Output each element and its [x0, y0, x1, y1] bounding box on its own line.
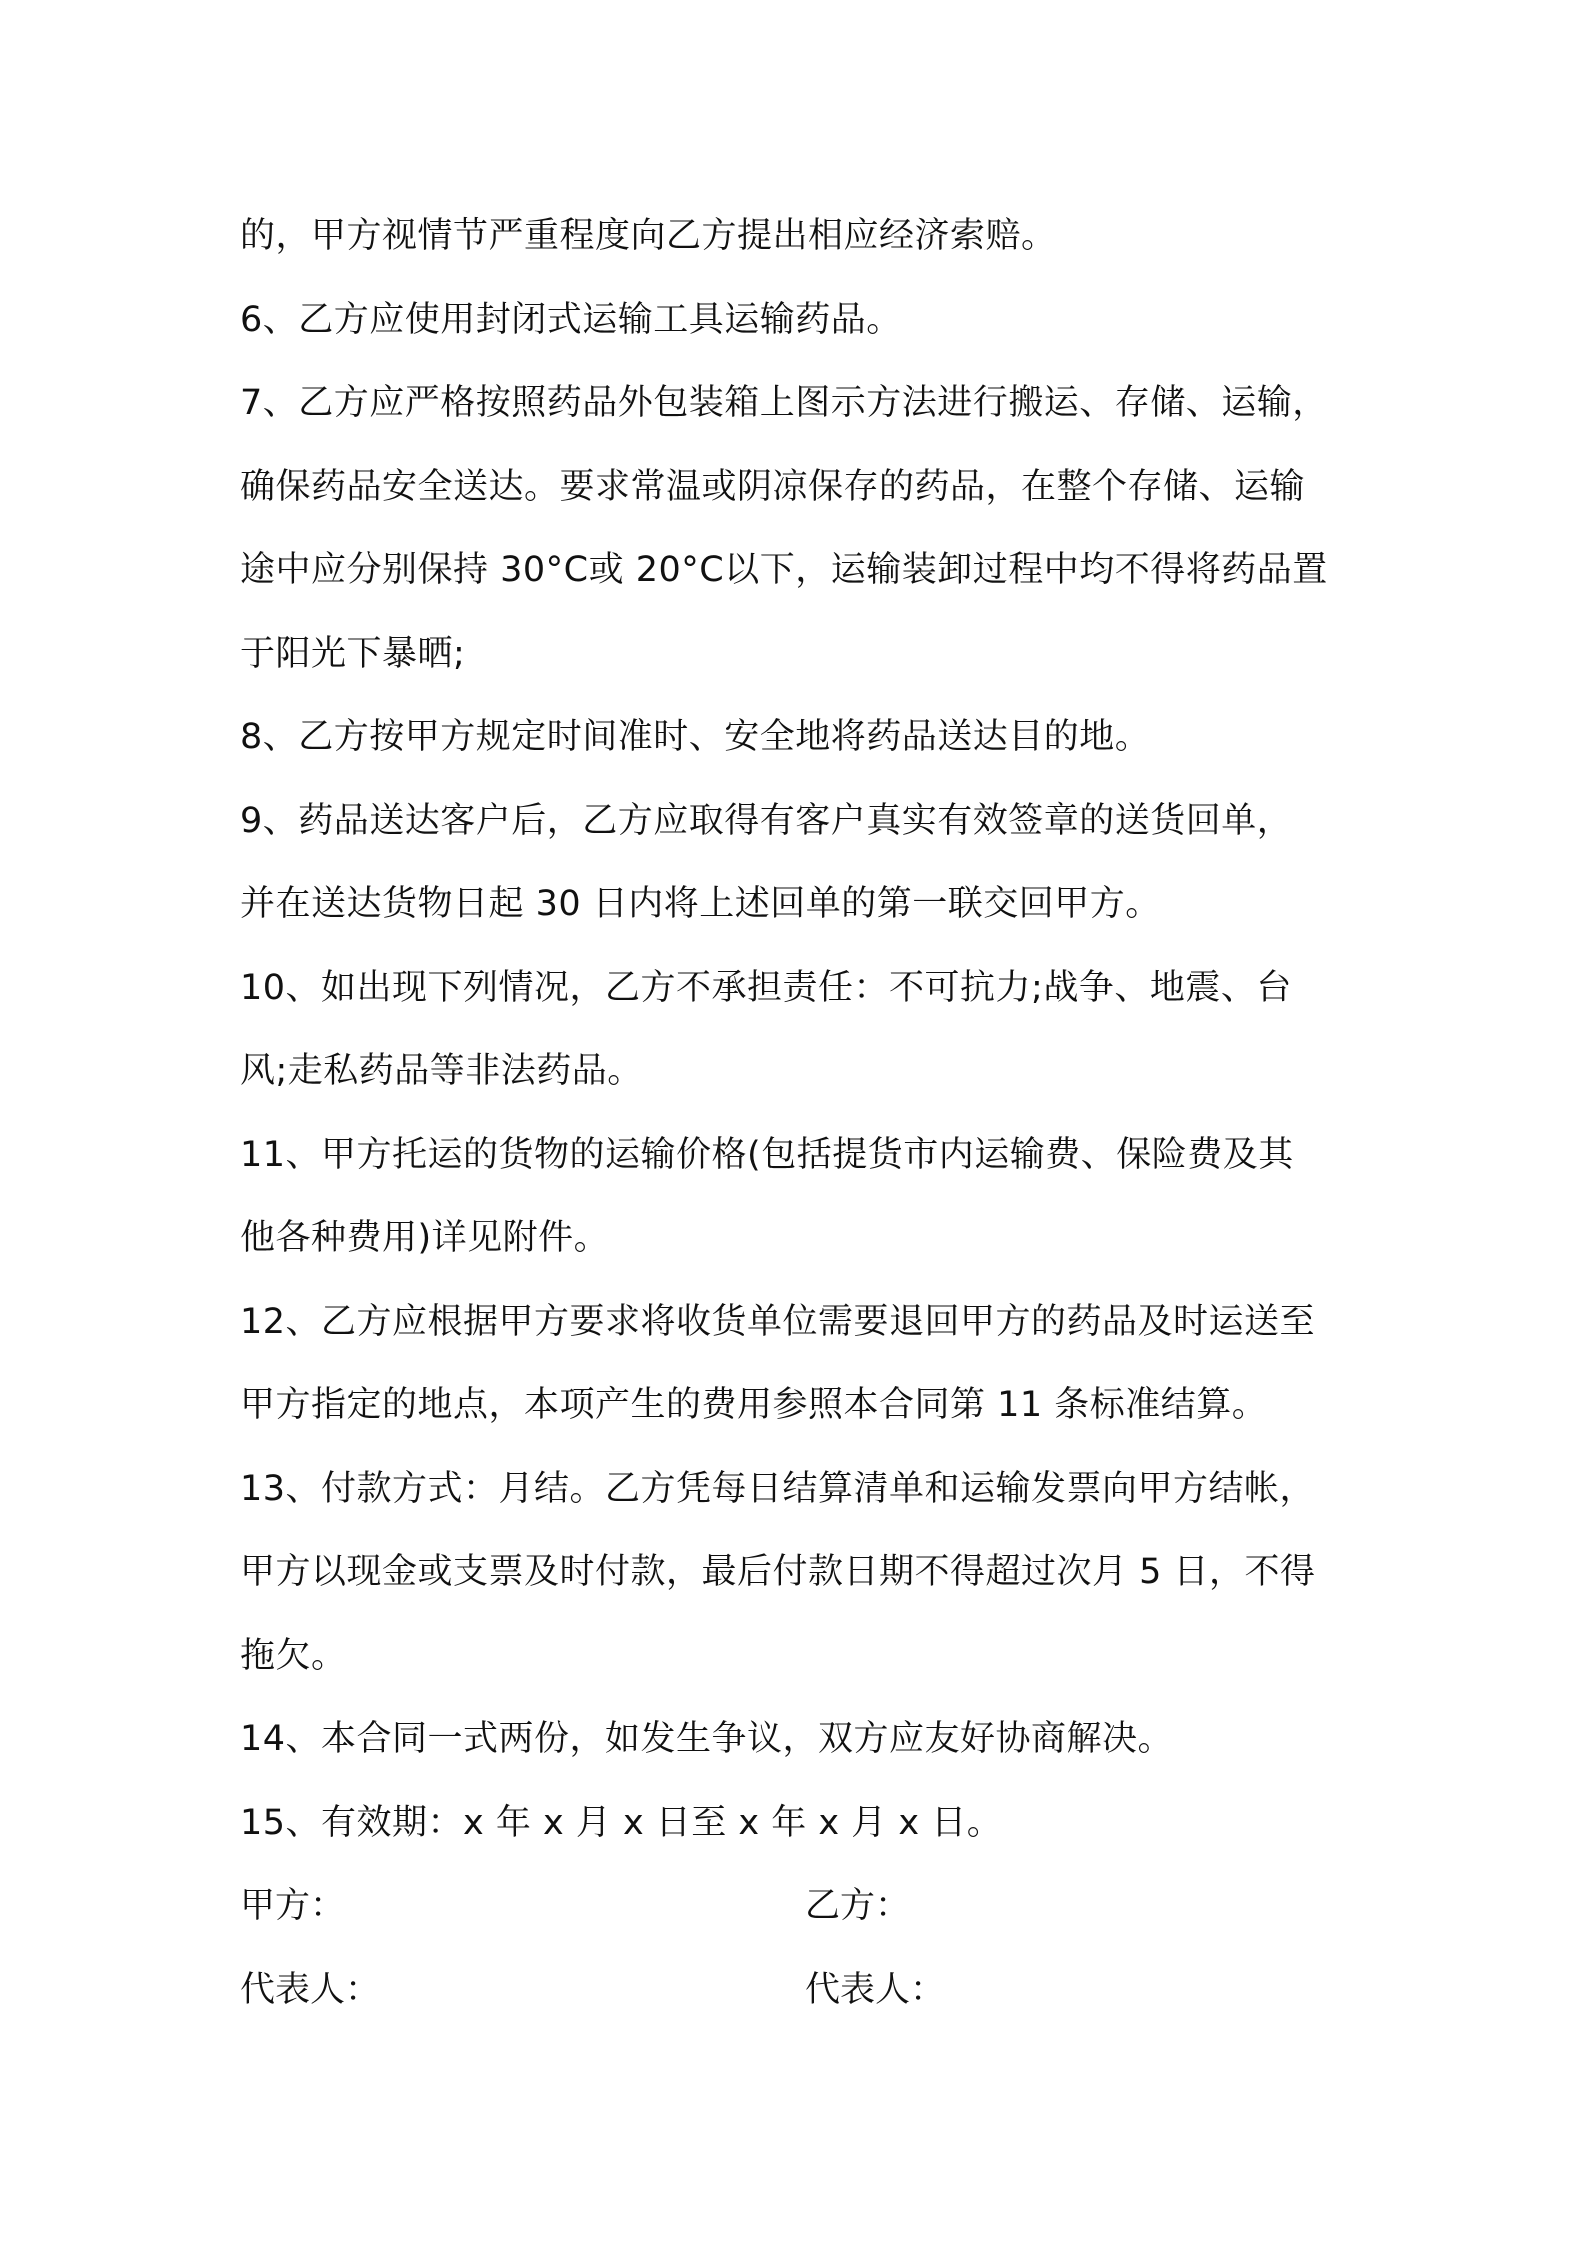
text-line: 11、甲方托运的货物的运输价格(包括提货市内运输费、保险费及其	[240, 1134, 1294, 1175]
text-line: 确保药品安全送达。要求常温或阴凉保存的药品，在整个存储、运输	[240, 466, 1306, 507]
text-line: 甲方指定的地点，本项产生的费用参照本合同第 11 条标准结算。	[240, 1385, 1268, 1425]
text-line: 8、乙方按甲方规定时间准时、安全地将药品送达目的地。	[240, 717, 1151, 757]
text-line: 12、乙方应根据甲方要求将收货单位需要退回甲方的药品及时运送至	[240, 1301, 1316, 1342]
contract-body	[240, 195, 1380, 2032]
text-line: 途中应分别保持 30°C或 20°C以下，运输装卸过程中均不得将药品置	[240, 550, 1328, 590]
text-line: 甲方以现金或支票及时付款，最后付款日期不得超过次月 5 日，不得	[240, 1552, 1316, 1592]
party-b-label: 乙方：	[805, 1886, 911, 1926]
party-a-label: 甲方：	[240, 1886, 346, 1926]
text-line: 拖欠。	[240, 1635, 347, 1676]
text-line: 14、本合同一式两份，如发生争议，双方应友好协商解决。	[240, 1719, 1174, 1759]
representative-b-label: 代表人：	[805, 1969, 946, 2010]
text-line: 10、如出现下列情况，乙方不承担责任：不可抗力;战争、地震、台	[240, 967, 1292, 1008]
text-line: 并在送达货物日起 30 日内将上述回单的第一联交回甲方。	[240, 884, 1161, 924]
text-line: 6、乙方应使用封闭式运输工具运输药品。	[240, 299, 902, 340]
text-line: 15、有效期：x 年 x 月 x 日至 x 年 x 月 x 日。	[240, 1802, 1003, 1843]
party-row	[240, 1865, 1380, 1949]
text-line: 7、乙方应严格按照药品外包装箱上图示方法进行搬运、存储、运输，	[240, 383, 1328, 423]
text-line: 9、药品送达客户后，乙方应取得有客户真实有效签章的送货回单，	[240, 800, 1293, 841]
text-line: 的，甲方视情节严重程度向乙方提出相应经济索赔。	[240, 216, 1057, 256]
text-line: 他各种费用)详见附件。	[240, 1218, 610, 1258]
text-line: 风;走私药品等非法药品。	[240, 1051, 643, 1091]
representative-row	[240, 1949, 1380, 2033]
text-line: 13、付款方式：月结。乙方凭每日结算清单和运输发票向甲方结帐，	[240, 1468, 1316, 1509]
representative-a-label: 代表人：	[240, 1969, 381, 2010]
text-line: 于阳光下暴晒;	[240, 633, 466, 674]
